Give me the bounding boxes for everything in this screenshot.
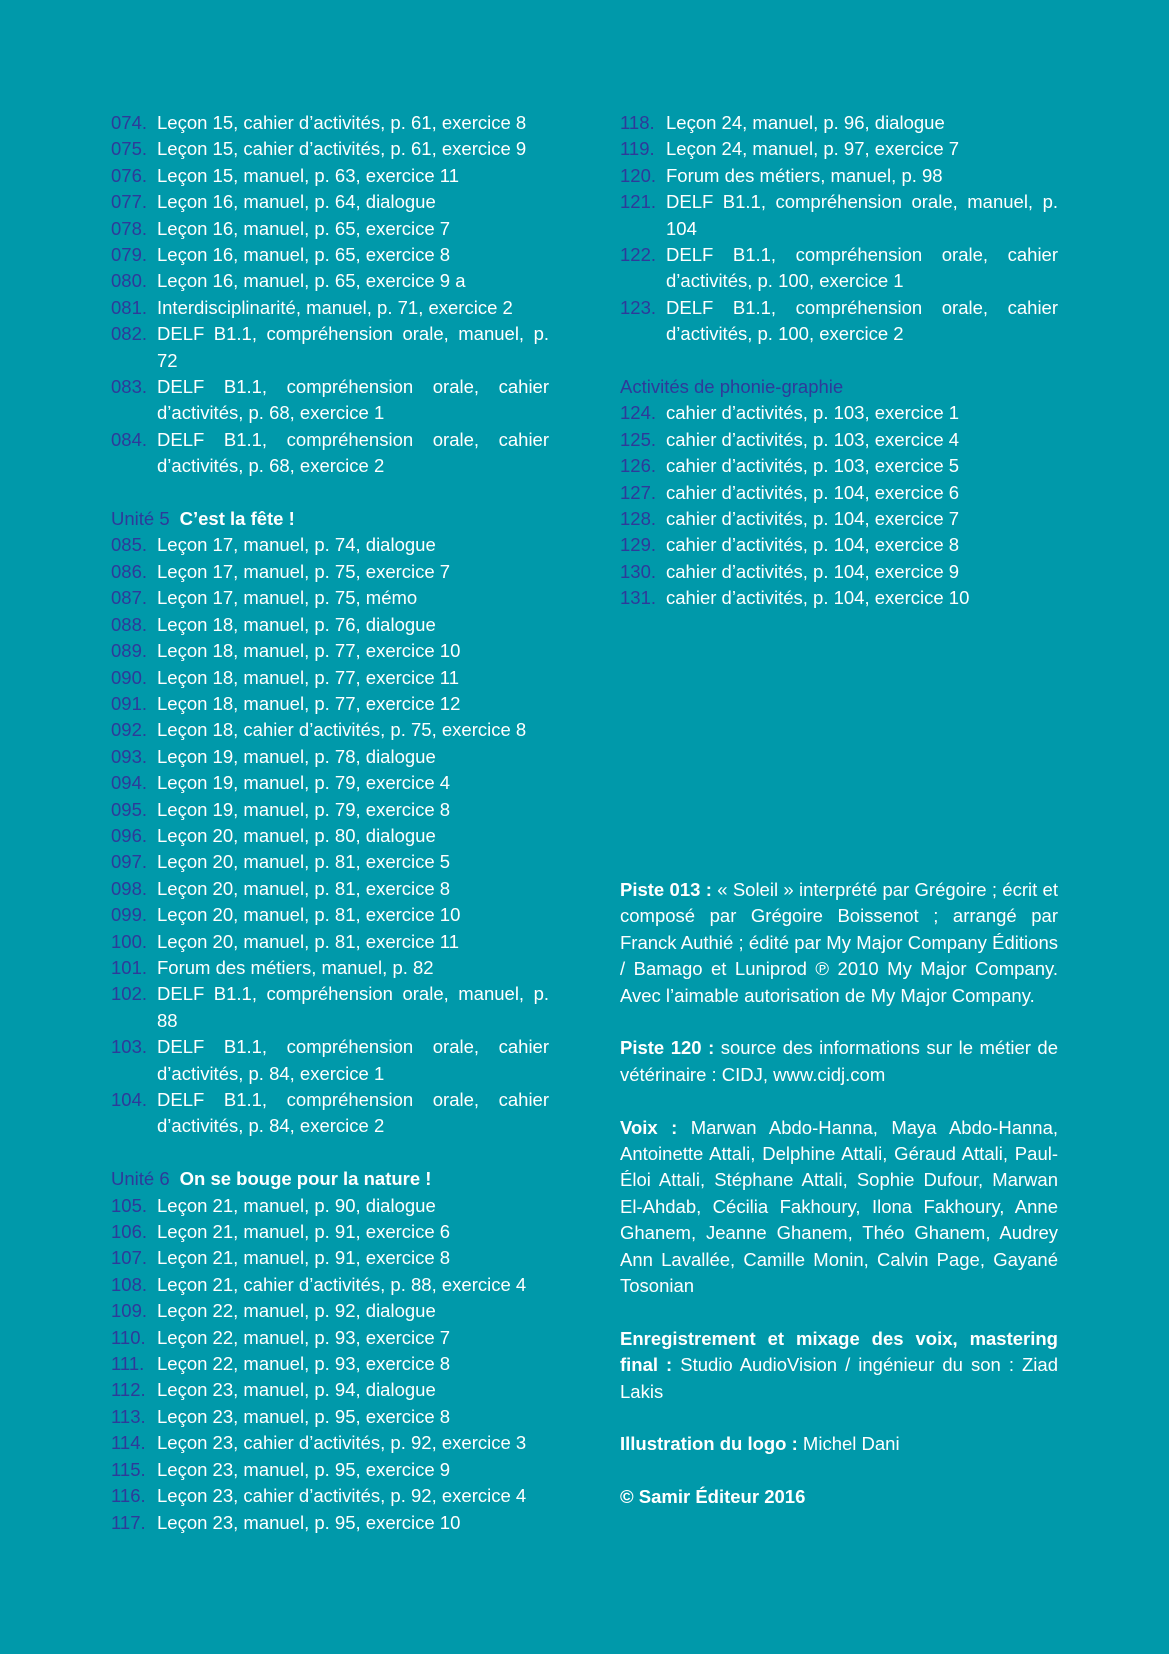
track-number: 113. [111, 1405, 146, 1427]
track-number: 114. [111, 1432, 146, 1454]
track-description: cahier d’activités, p. 104, exercice 7 [666, 508, 960, 530]
track-description: Leçon 17, manuel, p. 75, exercice 7 [157, 560, 451, 582]
credit-label: Piste 013 : [620, 879, 712, 900]
track-number: 082. [111, 323, 148, 345]
track-description: Leçon 16, manuel, p. 64, dialogue [157, 191, 436, 213]
track-number: 076. [111, 164, 148, 186]
credit-paragraph [620, 1484, 1058, 1510]
track-number: 087. [111, 587, 148, 609]
track-description: Leçon 15, manuel, p. 63, exercice 11 [157, 164, 460, 186]
track-number: 119. [620, 138, 655, 160]
track-entry [620, 400, 1058, 426]
track-number: 131. [620, 587, 657, 609]
track-number: 116. [111, 1485, 146, 1507]
track-entry [111, 268, 549, 294]
track-number: 091. [111, 692, 148, 714]
track-description: DELF B1.1, compréhension orale, cahier d’activités, p. 68, exercice 2 [157, 428, 549, 477]
track-entry [620, 585, 1058, 611]
track-number: 081. [111, 296, 148, 318]
track-entry [111, 1034, 549, 1087]
credit-text: source des informations sur le métier de vétérinaire : CIDJ, www.cidj.com [620, 1037, 1058, 1085]
track-entry [111, 691, 549, 717]
track-entry [620, 453, 1058, 479]
track-number: 095. [111, 798, 148, 820]
track-number: 094. [111, 772, 148, 794]
track-entry [111, 1298, 549, 1324]
track-entry [111, 1404, 549, 1430]
track-number: 074. [111, 112, 148, 133]
credit-paragraph [620, 1115, 1058, 1300]
track-description: DELF B1.1, compréhension orale, cahier d’activités, p. 100, exercice 2 [666, 296, 1058, 345]
unit-title: C’est la fête ! [179, 508, 295, 530]
credit-label: Enregistrement et mixage des voix, mastering final : [620, 1327, 1058, 1376]
track-number: 093. [111, 745, 148, 767]
track-description: Leçon 23, cahier d’activités, p. 92, exercice 3 [157, 1432, 527, 1454]
track-number: 090. [111, 666, 148, 688]
unit-heading [111, 506, 549, 532]
track-description: Leçon 24, manuel, p. 97, exercice 7 [666, 138, 960, 160]
track-description: Leçon 19, manuel, p. 79, exercice 8 [157, 798, 451, 820]
track-entry [111, 744, 549, 770]
credit-text: Studio AudioVision / ingénieur du son : Ziad Lakis [620, 1354, 1058, 1402]
track-entry [620, 295, 1058, 348]
track-description: Leçon 17, manuel, p. 75, mémo [157, 587, 418, 609]
credit-text: « Soleil » interprété par Grégoire ; écrit et composé par Grégoire Boissenot ; arrangé par Franck Authié ; édité par My Major Company Éditions / Bamago et Luniprod ℗ 2010 My Major Company. Avec l’aimable autorisation de My Major Company. [620, 879, 1058, 1006]
track-number: 096. [111, 824, 148, 846]
track-description: Leçon 20, manuel, p. 81, exercice 8 [157, 877, 451, 899]
track-description: cahier d’activités, p. 104, exercice 10 [666, 587, 970, 609]
track-description: DELF B1.1, compréhension orale, cahier d’activités, p. 84, exercice 2 [157, 1089, 549, 1137]
track-number: 124. [620, 402, 657, 424]
track-number: 098. [111, 877, 148, 899]
track-description: cahier d’activités, p. 104, exercice 8 [666, 534, 960, 556]
track-description: Leçon 15, cahier d’activités, p. 61, exercice 8 [157, 112, 527, 133]
credits-block [620, 877, 1058, 1511]
track-description: Forum des métiers, manuel, p. 98 [666, 164, 943, 186]
track-entry [111, 770, 549, 796]
track-description: Leçon 20, manuel, p. 81, exercice 10 [157, 904, 461, 926]
credit-label: © Samir Éditeur 2016 [620, 1486, 806, 1508]
track-description: Leçon 16, manuel, p. 65, exercice 9 a [157, 270, 466, 292]
track-number: 129. [620, 534, 657, 556]
track-entry [111, 216, 549, 242]
track-entry [111, 1377, 549, 1403]
track-entry [111, 1219, 549, 1245]
track-entry [620, 480, 1058, 506]
track-entry [111, 427, 549, 480]
track-number: 089. [111, 640, 148, 662]
track-number: 122. [620, 244, 657, 266]
track-entry [111, 612, 549, 638]
track-entry [620, 136, 1058, 162]
track-number: 092. [111, 719, 148, 741]
track-description: Leçon 16, manuel, p. 65, exercice 7 [157, 217, 451, 239]
track-entry [620, 242, 1058, 295]
unit-label: Unité 5 [111, 508, 170, 530]
unit-title: On se bouge pour la nature ! [179, 1168, 432, 1190]
track-number: 109. [111, 1300, 148, 1322]
track-number: 105. [111, 1194, 148, 1216]
track-entry [111, 1483, 549, 1509]
track-description: Leçon 21, manuel, p. 91, exercice 6 [157, 1221, 451, 1243]
track-entry [111, 1351, 549, 1377]
track-description: Leçon 18, manuel, p. 76, dialogue [157, 613, 436, 635]
track-description: Leçon 20, manuel, p. 81, exercice 5 [157, 851, 451, 873]
track-number: 078. [111, 217, 148, 239]
track-number: 110. [111, 1326, 146, 1348]
track-number: 130. [620, 560, 657, 582]
credit-label: Illustration du logo : [620, 1433, 798, 1455]
section-heading: Activités de phonie-graphie [620, 376, 844, 398]
track-description: Leçon 22, manuel, p. 93, exercice 7 [157, 1326, 451, 1348]
track-entry [111, 929, 549, 955]
track-description: Leçon 21, manuel, p. 90, dialogue [157, 1194, 436, 1216]
track-number: 103. [111, 1036, 148, 1058]
track-entry [111, 876, 549, 902]
track-description: DELF B1.1, compréhension orale, manuel, p. 88 [157, 983, 549, 1031]
track-entry [111, 189, 549, 215]
track-entry [111, 374, 549, 427]
track-number: 108. [111, 1273, 148, 1295]
track-number: 088. [111, 613, 148, 635]
track-description: DELF B1.1, compréhension orale, cahier d’activités, p. 68, exercice 1 [157, 376, 549, 424]
track-number: 112. [111, 1379, 146, 1401]
credit-paragraph [620, 877, 1058, 1009]
track-number: 080. [111, 270, 148, 292]
track-entry [111, 638, 549, 664]
track-number: 079. [111, 244, 148, 266]
track-description: Leçon 24, manuel, p. 96, dialogue [666, 112, 945, 133]
track-description: Leçon 23, manuel, p. 94, dialogue [157, 1379, 436, 1401]
track-number: 128. [620, 508, 657, 530]
track-number: 111. [111, 1353, 145, 1375]
track-number: 107. [111, 1247, 148, 1269]
track-description: Leçon 20, manuel, p. 80, dialogue [157, 824, 436, 846]
track-number: 117. [111, 1511, 146, 1533]
track-description: DELF B1.1, compréhension orale, manuel, p. 72 [157, 323, 549, 371]
track-description: Leçon 23, manuel, p. 95, exercice 10 [157, 1511, 461, 1533]
track-description: Leçon 18, manuel, p. 77, exercice 12 [157, 692, 461, 714]
track-description: DELF B1.1, compréhension orale, manuel, p. 104 [666, 191, 1058, 239]
track-description: Leçon 15, cahier d’activités, p. 61, exercice 9 [157, 138, 527, 160]
track-entry [111, 955, 549, 981]
track-number: 086. [111, 560, 148, 582]
track-number: 085. [111, 534, 148, 556]
track-description: cahier d’activités, p. 103, exercice 4 [666, 428, 960, 450]
credit-text: Marwan Abdo-Hanna, Maya Abdo-Hanna, Antoinette Attali, Delphine Attali, Géraud Attali, Paul-Éloi Attali, Stéphane Attali, Sophie Dufour, Marwan El-Ahdab, Cécilia Fakhoury, Ilona Fakhoury, Anne Ghanem, Jeanne Ghanem, Théo Ghanem, Audrey Ann Lavallée, Camille Monin, Calvin Page, Gayané Tosonian [620, 1116, 1058, 1297]
track-description: Forum des métiers, manuel, p. 82 [157, 956, 434, 978]
credit-text: Michel Dani [797, 1433, 900, 1455]
track-description: DELF B1.1, compréhension orale, cahier d’activités, p. 84, exercice 1 [157, 1036, 549, 1084]
track-entry [111, 717, 549, 743]
track-number: 100. [111, 930, 148, 952]
unit-heading [111, 1166, 549, 1192]
track-number: 127. [620, 481, 657, 503]
track-number: 097. [111, 851, 148, 873]
track-description: Leçon 23, manuel, p. 95, exercice 9 [157, 1458, 451, 1480]
track-description: Leçon 23, manuel, p. 95, exercice 8 [157, 1405, 451, 1427]
track-number: 123. [620, 296, 657, 318]
spacer [111, 1140, 549, 1166]
track-description: cahier d’activités, p. 103, exercice 1 [666, 402, 960, 424]
track-description: cahier d’activités, p. 104, exercice 9 [666, 560, 960, 582]
track-entry [620, 559, 1058, 585]
track-number: 077. [111, 191, 148, 213]
spacer [111, 480, 549, 506]
track-number: 121. [620, 191, 657, 213]
track-entry [111, 585, 549, 611]
track-entry [620, 110, 1058, 136]
track-description: cahier d’activités, p. 104, exercice 6 [666, 481, 960, 503]
credit-label: Piste 120 : [620, 1037, 715, 1059]
track-entry [111, 1087, 549, 1140]
track-entry [111, 1193, 549, 1219]
track-list-left-column [111, 110, 549, 1536]
track-description: Leçon 22, manuel, p. 92, dialogue [157, 1300, 436, 1322]
track-description: DELF B1.1, compréhension orale, cahier d’activités, p. 100, exercice 1 [666, 244, 1058, 292]
track-description: Leçon 19, manuel, p. 78, dialogue [157, 745, 436, 767]
track-description: Leçon 22, manuel, p. 93, exercice 8 [157, 1353, 451, 1375]
track-entry [620, 506, 1058, 532]
track-number: 118. [620, 112, 655, 133]
track-entry [111, 136, 549, 162]
track-number: 115. [111, 1458, 146, 1480]
track-entry [111, 110, 549, 136]
track-entry [111, 1325, 549, 1351]
track-entry [111, 797, 549, 823]
credit-paragraph [620, 1326, 1058, 1405]
credit-label: Voix : [620, 1116, 678, 1138]
credit-paragraph [620, 1035, 1058, 1088]
track-entry [111, 295, 549, 321]
spacer [620, 1458, 1058, 1484]
track-description: Leçon 23, cahier d’activités, p. 92, exercice 4 [157, 1485, 527, 1507]
track-number: 075. [111, 138, 148, 160]
track-entry [111, 242, 549, 268]
credit-paragraph [620, 1431, 1058, 1457]
track-entry [111, 823, 549, 849]
unit-label: Unité 6 [111, 1168, 170, 1190]
track-description: Leçon 16, manuel, p. 65, exercice 8 [157, 244, 451, 266]
track-number: 101. [111, 956, 148, 978]
track-description: cahier d’activités, p. 103, exercice 5 [666, 455, 960, 477]
track-entry [111, 1457, 549, 1483]
track-number: 104. [111, 1089, 148, 1111]
track-description: Leçon 21, cahier d’activités, p. 88, exercice 4 [157, 1273, 527, 1295]
track-entry [111, 559, 549, 585]
track-description: Leçon 18, cahier d’activités, p. 75, exercice 8 [157, 719, 527, 741]
track-number: 125. [620, 428, 657, 450]
track-entry [111, 321, 549, 374]
track-number: 084. [111, 428, 148, 450]
spacer [620, 1299, 1058, 1325]
track-entry [111, 163, 549, 189]
track-entry [111, 1430, 549, 1456]
track-number: 126. [620, 455, 657, 477]
track-entry [111, 1245, 549, 1271]
track-description: Leçon 21, manuel, p. 91, exercice 8 [157, 1247, 451, 1269]
track-entry [111, 849, 549, 875]
track-entry [620, 189, 1058, 242]
track-number: 120. [620, 164, 657, 186]
track-number: 099. [111, 904, 148, 926]
spacer [620, 1088, 1058, 1114]
track-entry [111, 665, 549, 691]
track-number: 106. [111, 1221, 148, 1243]
track-entry [620, 163, 1058, 189]
spacer [620, 1009, 1058, 1035]
track-entry [111, 902, 549, 928]
spacer [620, 1405, 1058, 1431]
track-description: Leçon 20, manuel, p. 81, exercice 11 [157, 930, 460, 952]
track-number: 102. [111, 983, 148, 1005]
track-entry [111, 532, 549, 558]
track-description: Leçon 19, manuel, p. 79, exercice 4 [157, 772, 451, 794]
track-number: 083. [111, 376, 148, 398]
track-entry [620, 532, 1058, 558]
spacer [620, 348, 1058, 374]
track-description: Leçon 17, manuel, p. 74, dialogue [157, 534, 436, 556]
track-entry [111, 1272, 549, 1298]
track-entry [620, 427, 1058, 453]
track-entry [111, 981, 549, 1034]
track-description: Interdisciplinarité, manuel, p. 71, exercice 2 [157, 296, 513, 318]
track-description: Leçon 18, manuel, p. 77, exercice 11 [157, 666, 460, 688]
track-description: Leçon 18, manuel, p. 77, exercice 10 [157, 640, 461, 662]
track-list-right-column [620, 110, 1058, 612]
track-entry [111, 1510, 549, 1536]
